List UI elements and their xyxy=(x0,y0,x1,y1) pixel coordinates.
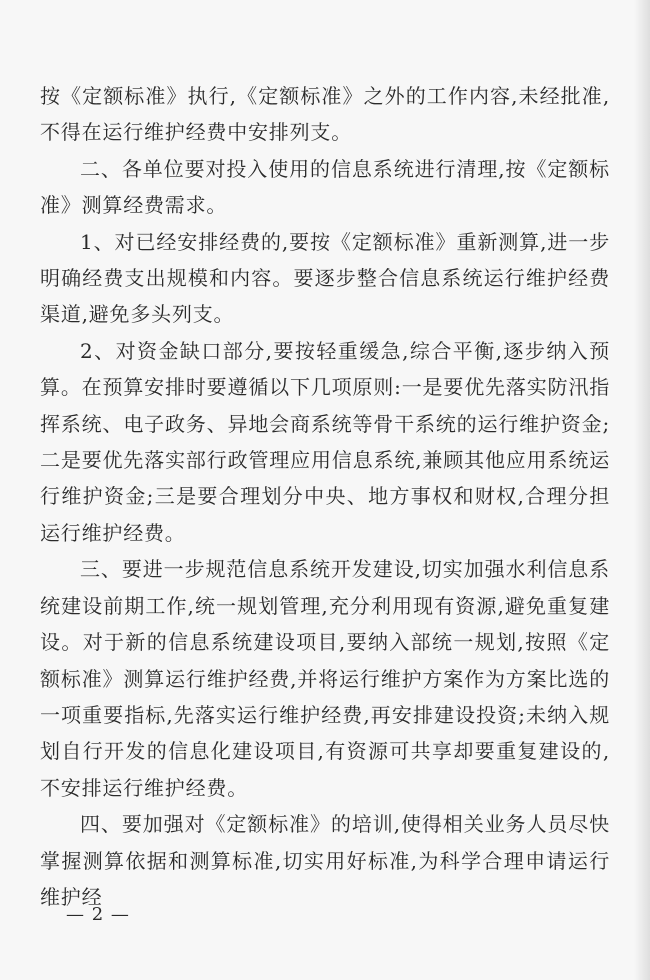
paragraph-subitem-2: 2、对资金缺口部分,要按轻重缓急,综合平衡,逐步纳入预算。在预算安排时要遵循以下几项原则:一是要优先落实防汛指挥系统、电子政务、异地会商系统等骨干系统的运行维护资金;二是要优先落实部行政管理应用信息系统,兼顾其他应用系统运行维护资金;三是要合理划分中央、地方事权和财权,合理分担运行维护经费。 xyxy=(40,338,610,545)
paragraph-continuation: 按《定额标准》执行,《定额标准》之外的工作内容,未经批准,不得在运行维护经费中安排列支。 xyxy=(40,84,610,145)
page-number: — 2 — xyxy=(66,904,130,925)
paragraph-item-3: 三、要进一步规范信息系统开发建设,切实加强水利信息系统建设前期工作,统一规划管理,充分利用现有资源,避免重复建设。对于新的信息系统建设项目,要纳入部统一规划,按照《定额标准》测算运行维护经费,并将运行维护方案作为方案比选的一项重要指标,先落实运行维护经费,再安排建设投资;未纳入规划自行开发的信息化建设项目,有资源可共享却要重复建设的,不安排运行维护经费。 xyxy=(40,557,610,800)
paragraph-item-2: 二、各单位要对投入使用的信息系统进行清理,按《定额标准》测算经费需求。 xyxy=(40,156,610,218)
paragraph-item-4: 四、要加强对《定额标准》的培训,使得相关业务人员尽快掌握测算依据和测算标准,切实用好标准,为科学合理申请运行维护经 xyxy=(40,812,610,909)
document-body xyxy=(40,78,610,915)
paragraph-subitem-1: 1、对已经安排经费的,要按《定额标准》重新测算,进一步明确经费支出规模和内容。要逐步整合信息系统运行维护经费渠道,避免多头列支。 xyxy=(40,229,610,327)
